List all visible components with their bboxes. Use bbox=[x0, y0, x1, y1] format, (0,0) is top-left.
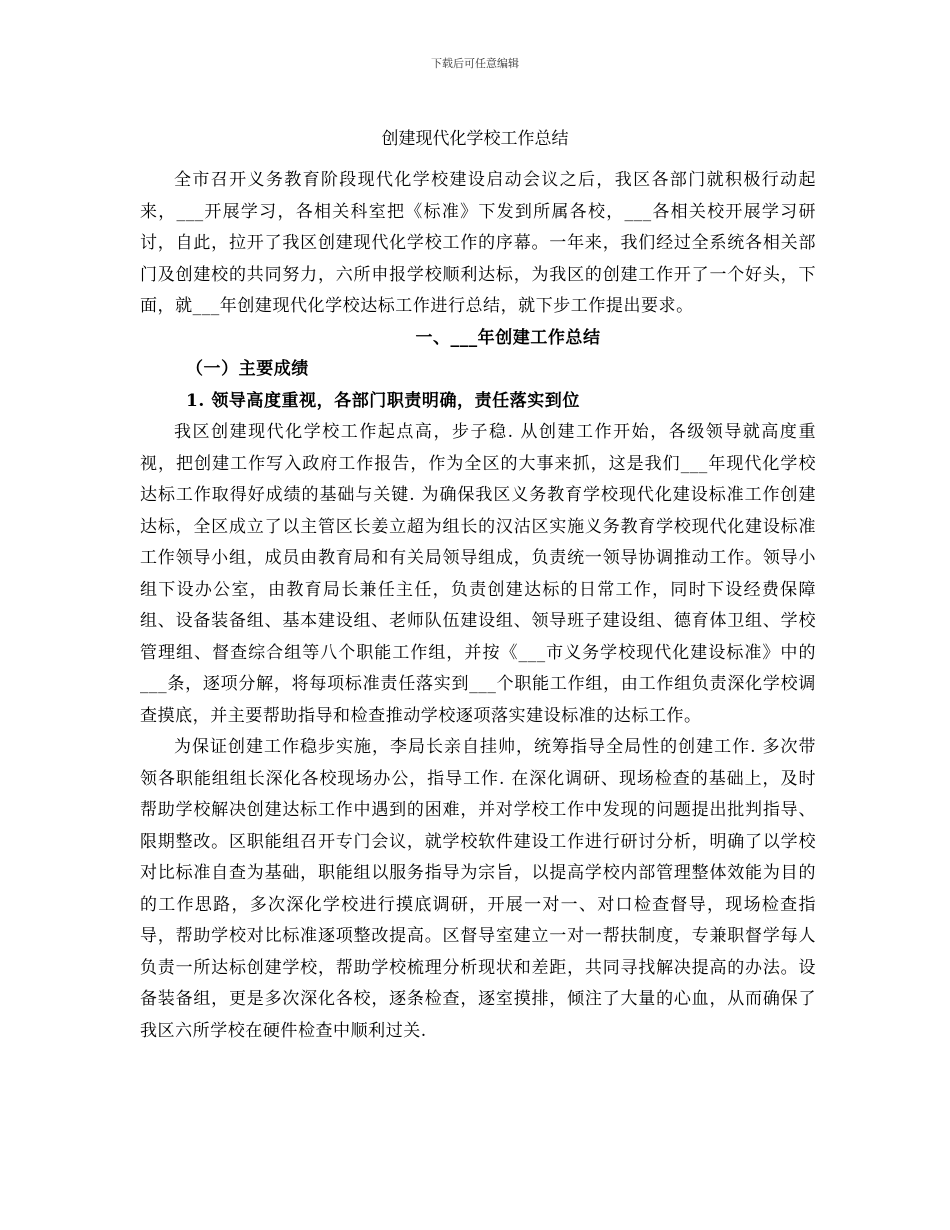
intro-paragraph: 全市召开义务教育阶段现代化学校建设启动会议之后，我区各部门就积极行动起来，___开展学习，各相关科室把《标准》下发到所属各校，___各相关校开展学习研讨，自此，拉开了我区创建现代化学校工作的序幕。一年来，我们经过全系统各相关部门及创建校的共同努力，六所申报学校顺利达标，为我区的创建工作开了一个好头，下面，就___年创建现代化学校达标工作进行总结，就下步工作提出要求。 bbox=[140, 170, 816, 316]
section-heading: 一、___年创建工作总结 bbox=[415, 327, 601, 348]
document-body bbox=[140, 165, 816, 1047]
body-paragraph: 我区创建现代化学校工作起点高，步子稳. 从创建工作开始，各级领导就高度重视，把创建工作写入政府工作报告，作为全区的大事来抓，这是我们___年现代化学校达标工作取得好成绩的基础与关键. 为确保我区义务教育学校现代化建设标准工作创建达标，全区成立了以主管区长姜立超为组长的汉沽区实施义务教育学校现代化建设标准工作领导小组，成员由教育局和有关局领导组成，负责统一领导协调推动工作。领导小组下设办公室，由教育局长兼任主任，负责创建达标的日常工作，同时下设经费保障组、设备装备组、基本建设组、老师队伍建设组、领导班子建设组、德育体卫组、学校管理组、督查综合组等八个职能工作组，并按《___市义务学校现代化建设标准》中的___条，逐项分解，将每项标准责任落实到___个职能工作组，由工作组负责深化学校调查摸底，并主要帮助指导和检查推动学校逐项落实建设标准的达标工作。 bbox=[140, 422, 816, 726]
document-title: 创建现代化学校工作总结 bbox=[381, 129, 569, 149]
header-note: 下载后可任意编辑 bbox=[431, 57, 519, 70]
body-paragraph: 为保证创建工作稳步实施，李局长亲自挂帅，统筹指导全局性的创建工作. 多次带领各职能组组长深化各校现场办公，指导工作. 在深化调研、现场检查的基础上，及时帮助学校解决创建达标工作中遇到的困难，并对学校工作中发现的问题提出批判指导、限期整改。区职能组召开专门会议，就学校软件建设工作进行研讨分析，明确了以学校对比标准自查为基础，职能组以服务指导为宗旨，以提高学校内部管理整体效能为目的的工作思路，多次深化学校进行摸底调研，开展一对一、对口检查督导，现场检查指导，帮助学校对比标准逐项整改提高。区督导室建立一对一帮扶制度，专兼职督学每人负责一所达标创建学校，帮助学校梳理分析现状和差距，共同寻找解决提高的办法。设备装备组，更是多次深化各校，逐条检查，逐室摸排，倾注了大量的心血，从而确保了我区六所学校在硬件检查中顺利过关. bbox=[140, 737, 816, 1041]
subsection-heading: （一）主要成绩 bbox=[186, 359, 309, 379]
item-heading: 1. 领导高度重视，各部门职责明确，责任落实到位 bbox=[186, 390, 580, 411]
